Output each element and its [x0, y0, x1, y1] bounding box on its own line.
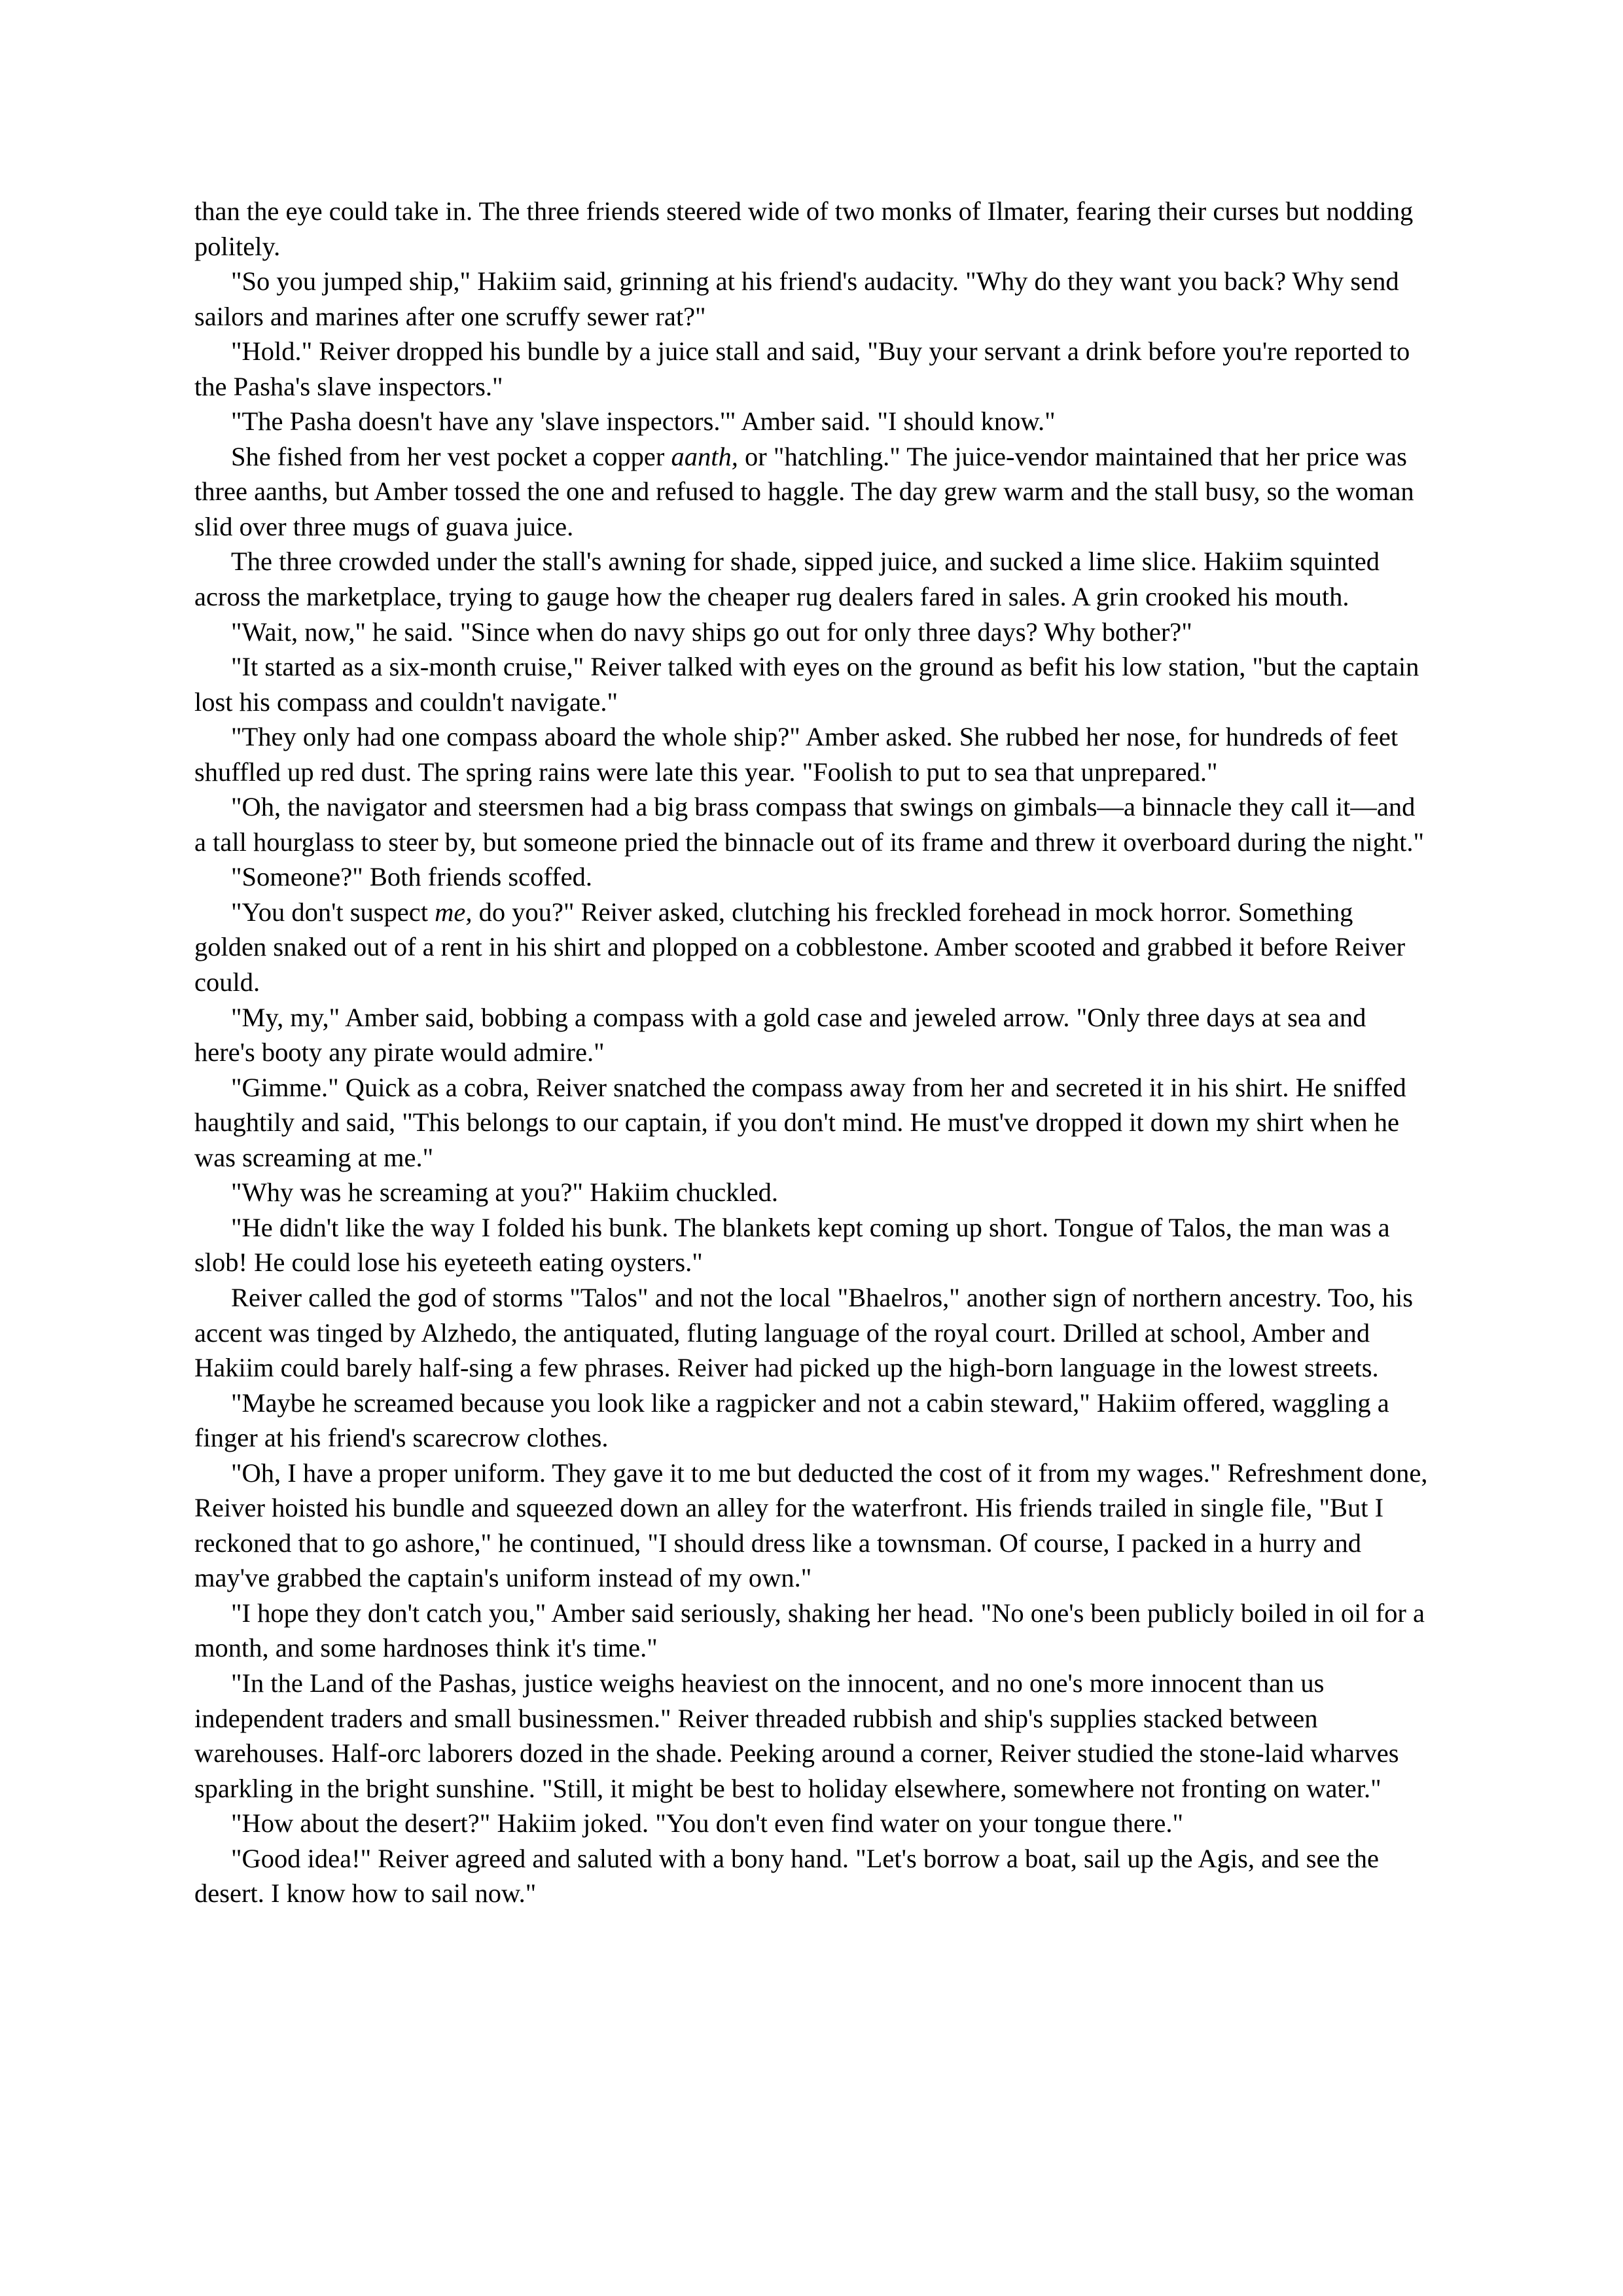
- paragraph-15: "Why was he screaming at you?" Hakiim chuckled.: [231, 1177, 779, 1208]
- paragraph-9: "They only had one compass aboard the whole ship?" Amber asked. She rubbed her nose, for hundreds of feet shuffled up red dust. The spring rains were late this year. "Foolish to put to sea that unprepared.": [194, 722, 1399, 787]
- paragraph-6: The three crowded under the stall's awning for shade, sipped juice, and sucked a lime slice. Hakiim squinted across the marketplace, trying to gauge how the cheaper rug dealers fared in sales. A grin crooked his mouth.: [194, 547, 1380, 612]
- paragraph-12: "You don't suspect me, do you?" Reiver asked, clutching his freckled forehead in mock horror. Something golden snaked out of a rent in his shirt and plopped on a cobblestone. Amber scooted and grabbed it before Reiver could.: [194, 897, 1406, 997]
- paragraph-17: Reiver called the god of storms "Talos" and not the local "Bhaelros," another sign of northern ancestry. Too, his accent was tinged by Alzhedo, the antiquated, fluting language of the royal court. Drilled at school, Amber and Hakiim could barely half-sing a few phrases. Reiver had picked up the high-born language in the lowest streets.: [194, 1282, 1414, 1383]
- paragraph-8: "It started as a six-month cruise," Reiver talked with eyes on the ground as befit his low station, "but the captain lost his compass and couldn't navigate.": [194, 652, 1419, 717]
- paragraph-1: than the eye could take in. The three friends steered wide of two monks of Ilmater, fearing their curses but nodding politely.: [194, 196, 1414, 261]
- paragraph-3: "Hold." Reiver dropped his bundle by a juice stall and said, "Buy your servant a drink before you're reported to the Pasha's slave inspectors.": [194, 336, 1410, 401]
- paragraph-20: "I hope they don't catch you," Amber said seriously, shaking her head. "No one's been publicly boiled in oil for a month, and some hardnoses think it's time.": [194, 1598, 1425, 1663]
- paragraph-4: "The Pasha doesn't have any 'slave inspectors.'" Amber said. "I should know.": [231, 406, 1056, 437]
- paragraph-19: "Oh, I have a proper uniform. They gave it to me but deducted the cost of it from my wages." Refreshment done, Reiver hoisted his bundle and squeezed down an alley for the waterfront. His friends trailed in single file, "But I reckoned that to go ashore," he continued, "I should dress like a townsman. Of course, I packed in a hurry and may've grabbed the captain's uniform instead of my own.": [194, 1458, 1428, 1593]
- paragraph-5: She fished from her vest pocket a copper aanth, or "hatchling." The juice-vendor maintained that her price was three aanths, but Amber tossed the one and refused to haggle. The day grew warm and the stall busy, so the woman slid over three mugs of guava juice.: [194, 441, 1414, 541]
- paragraph-23: "Good idea!" Reiver agreed and saluted with a bony hand. "Let's borrow a boat, sail up the Agis, and see the desert. I know how to sail now.": [194, 1843, 1380, 1909]
- paragraph-21: "In the Land of the Pashas, justice weighs heaviest on the innocent, and no one's more innocent than us independent traders and small businessmen." Reiver threaded rubbish and ship's supplies stacked between warehouses. Half-orc laborers dozed in the shade. Peeking around a corner, Reiver studied the stone-laid wharves sparkling in the bright sunshine. "Still, it might be best to holiday elsewhere, somewhere not fronting on water.": [194, 1668, 1399, 1803]
- paragraph-2: "So you jumped ship," Hakiim said, grinning at his friend's audacity. "Why do they want you back? Why send sailors and marines after one scruffy sewer rat?": [194, 266, 1399, 331]
- paragraph-11: "Someone?" Both friends scoffed.: [231, 862, 592, 892]
- paragraph-18: "Maybe he screamed because you look like a ragpicker and not a cabin steward," Hakiim offered, waggling a finger at his friend's scarecrow clothes.: [194, 1388, 1389, 1453]
- paragraph-16: "He didn't like the way I folded his bunk. The blankets kept coming up short. Tongue of Talos, the man was a slob! He could lose his eyeteeth eating oysters.": [194, 1212, 1390, 1278]
- paragraph-13: "My, my," Amber said, bobbing a compass with a gold case and jeweled arrow. "Only three days at sea and here's booty any pirate would admire.": [194, 1002, 1366, 1067]
- paragraph-14: "Gimme." Quick as a cobra, Reiver snatched the compass away from her and secreted it in his shirt. He sniffed haughtily and said, "This belongs to our captain, if you don't mind. He must've dropped it down my shirt when he was screaming at me.": [194, 1072, 1406, 1172]
- body-text: [194, 194, 1431, 1911]
- paragraph-10: "Oh, the navigator and steersmen had a big brass compass that swings on gimbals—a binnacle they call it—and a tall hourglass to steer by, but someone pried the binnacle out of its frame and threw it overboard during the night.": [194, 792, 1425, 857]
- paragraph-7: "Wait, now," he said. "Since when do navy ships go out for only three days? Why bother?": [231, 617, 1192, 647]
- paragraph-22: "How about the desert?" Hakiim joked. "You don't even find water on your tongue there.": [231, 1808, 1183, 1839]
